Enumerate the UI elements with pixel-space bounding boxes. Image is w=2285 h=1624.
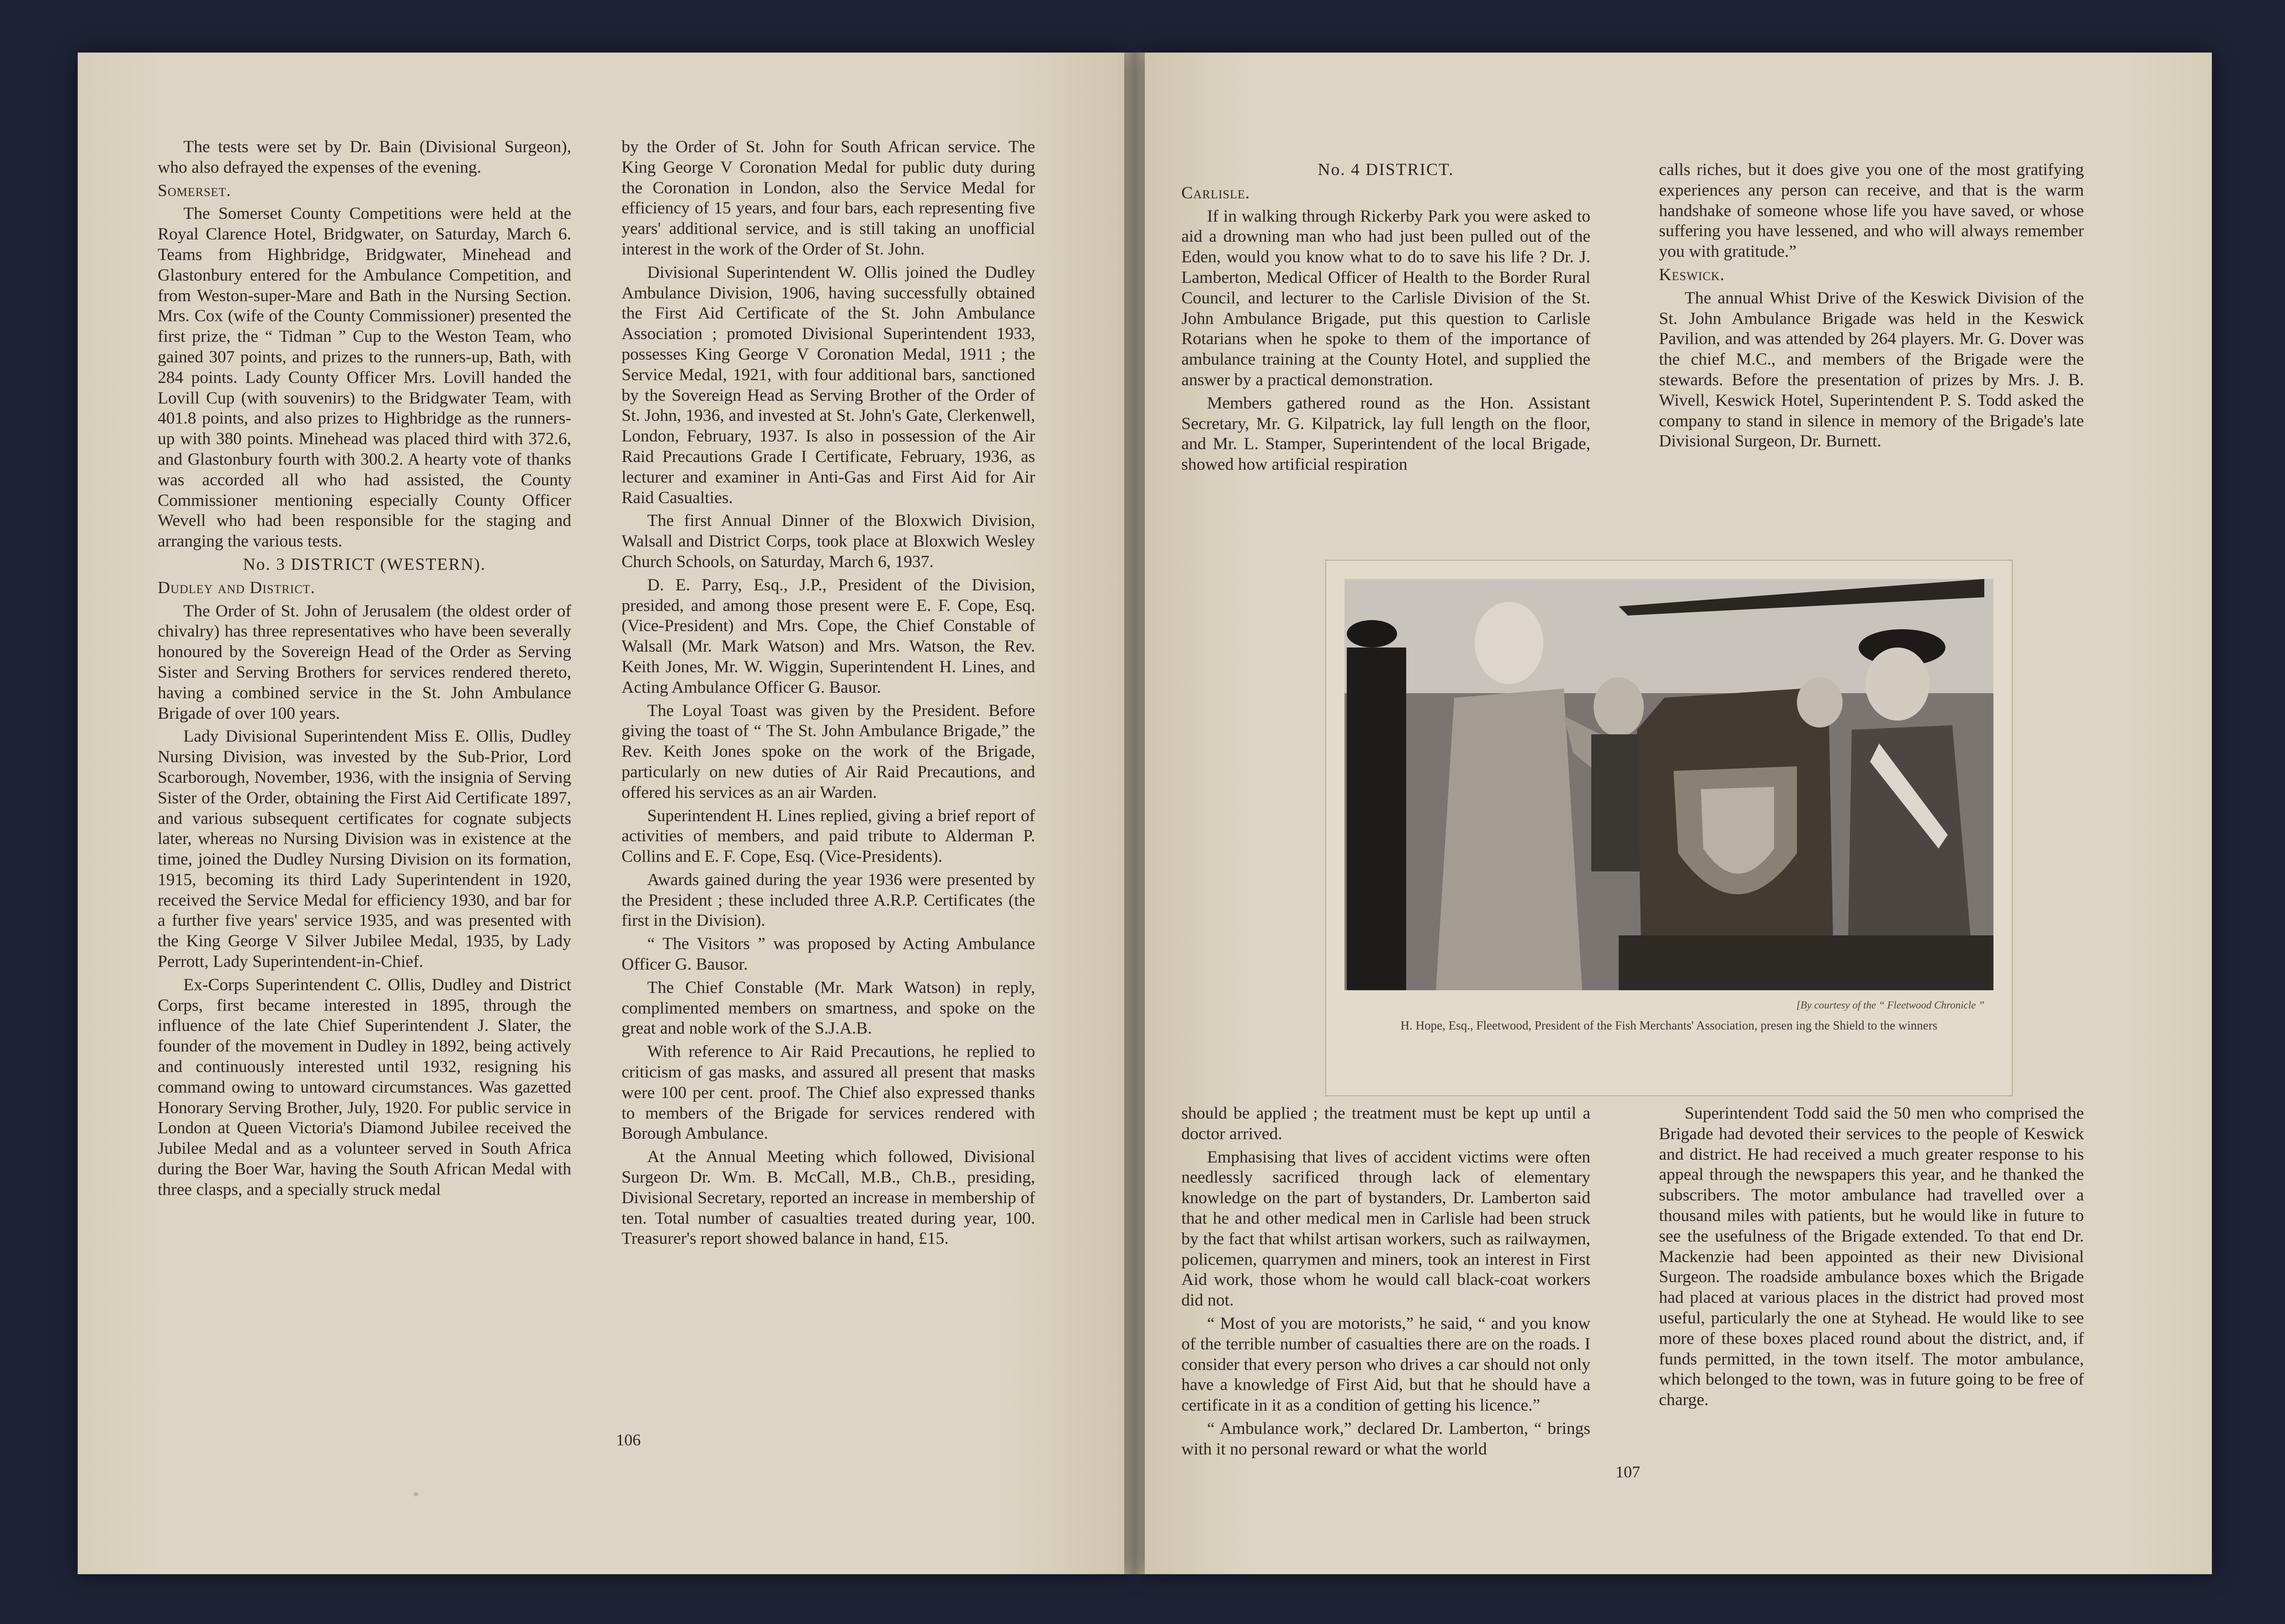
section-label-carlisle: Carlisle. [1181,183,1250,202]
photo-credit: [By courtesy of the “ Fleetwood Chronicle ” [1796,999,1984,1011]
left-column-2 [622,137,1035,1471]
intro-paragraph: The tests were set by Dr. Bain (Divisional Surgeon), who also defrayed the expenses of the evening. [158,138,571,177]
page-number-right: 107 [1615,1463,1640,1481]
right-column-2-top [1659,160,2084,548]
treatment-paragraph: should be applied ; the treatment must be kept up until a doctor arrived. [1181,1104,1590,1143]
dudley-paragraph-3: Ex-Corps Superintendent C. Ollis, Dudley and District Corps, first became interested in 1895, through the influence of the late Chief Superintendent J. Slater, the founder of the movement in Dudley in 1892, being actively and continuously interested until 1932, resigning his command owing to untoward circumstances. Was gazetted Honorary Serving Brother, July, 1920. For public service in London at Queen Victoria's Diamond Jubilee received the Jubilee Medal and as a volunteer served in South Africa during the Boer War, having the South African Medal with three clasps, and a specially struck medal [158,975,571,1199]
awards-paragraph: Awards gained during the year 1936 were presented by the President ; these included three A.R.P. Certificates (the first in the Division). [622,870,1035,930]
left-page [78,53,1124,1574]
book-gutter [1124,53,1145,1574]
annual-meeting-paragraph: At the Annual Meeting which followed, Divisional Surgeon Dr. Wm. B. McCall, M.B., Ch.B., presiding, Divisional Secretary, reported an increase in membership of ten. Total number of casualties treated during year, 100. Treasurer's report showed balance in hand, £15. [622,1147,1035,1248]
emphasising-paragraph: Emphasising that lives of accident victims were often needlessly sacrificed through lack of elementary knowledge on the part of bystanders, Dr. Lamberton said that he and other medical men in Carlisle had been struck by the fact that whilst artisan workers, such as railwaymen, policemen, quarrymen and miners, took an interest in First Aid work, those whom he would call black-coat workers did not. [1181,1147,1590,1310]
district-4-heading: No. 4 DISTRICT. [1318,160,1454,179]
riches-paragraph: calls riches, but it does give you one of the most gratifying experiences any person can receive, and that is the warm handshake of someone whose life you have saved, or whose suffering you have lessened, and who will always remember you with gratitude.” [1659,160,2084,261]
right-column-2-bottom [1659,1104,2084,1469]
carlisle-paragraph-2: Members gathered round as the Hon. Assistant Secretary, Mr. G. Kilpatrick, lay full length on the floor, and Mr. L. Stamper, Superintendent of the local Brigade, showed how artificial respiration [1181,393,1590,474]
left-column-1 [158,137,571,1471]
paper-mark [414,1492,418,1497]
section-label-dudley: Dudley and District. [158,578,315,597]
right-column-1-bottom [1181,1104,1590,1469]
dudley-paragraph-1: The Order of St. John of Jerusalem (the oldest order of chivalry) has three representatives who have been severally honoured by the Sovereign Head of the Order as Serving Sister and Serving Brothers for services rendered thereto, having a combined service in the St. John Ambulance Brigade of over 100 years. [158,601,571,723]
right-column-1-top [1181,160,1590,548]
visitors-paragraph: “ The Visitors ” was proposed by Acting Ambulance Officer G. Bausor. [622,934,1035,974]
page-number-left: 106 [616,1431,641,1449]
right-page [1145,53,2212,1574]
district-3-heading: No. 3 DISTRICT (WESTERN). [243,555,486,574]
keswick-paragraph-1: The annual Whist Drive of the Keswick Division of the St. John Ambulance Brigade was held in the Keswick Pavilion, and was attended by 264 players. Mr. G. Dover was the chief M.C., and members of the Brigade were the stewards. Before the presentation of prizes by Mrs. J. B. Wivell, Keswick Hotel, Superintendent P. S. Todd asked the company to stand in silence in memory of the Brigade's late Divisional Surgeon, Dr. Burnett. [1659,288,2084,451]
somerset-paragraph: The Somerset County Competitions were held at the Royal Clarence Hotel, Bridgwater, on Saturday, March 6. Teams from Highbridge, Bridgwater, Minehead and Glastonbury entered for the Ambulance Competition, and from Weston-super-Mare and Bath in the Nursing Section. Mrs. Cox (wife of the County Commissioner) presented the first prize, the “ Tidman ” Cup to the Weston Team, who gained 307 points, and prizes to the runners-up, Bath, with 284 points. Lady County Officer Mrs. Lovill handed the Lovill Cup (with souvenirs) to the Bridgwater Team, with 401.8 points, and also prizes to Highbridge as the runners-up with 380 points. Minehead was placed third with 372.6, and Glastonbury fourth with 300.2. A hearty vote of thanks was accorded all who had assisted, the County Commissioner mentioning especially County Officer Wevell who had been responsible for the staging and arranging the various tests. [158,204,571,551]
photo-illustration [1344,579,1993,990]
todd-paragraph: Superintendent Todd said the 50 men who comprised the Brigade had devoted their services to the people of Keswick and district. He had received a much greater response to his appeal through the newspapers this year, and he thanked the subscribers. The motor ambulance had travelled over a thousand miles with patients, but he would like in future to see the usefulness of the Brigade extended. To that end Dr. Mackenzie had been appointed as their new Divisional Surgeon. The roadside ambulance boxes which the Brigade had placed at various places in the district had proved most useful, particularly the one at Styhead. He would like to see more of these boxes placed round about the district, and, if funds permitted, in the town itself. The motor ambulance, which belonged to the town, was in future going to be free of charge. [1659,1104,2084,1410]
bloxwich-paragraph: The first Annual Dinner of the Bloxwich Division, Walsall and District Corps, took place at Bloxwich Wesley Church Schools, on Saturday, March 6, 1937. [622,511,1035,571]
photo-caption: H. Hope, Esq., Fleetwood, President of the Fish Merchants' Association, presen ing the Shield to the winners [1400,1019,1938,1032]
photo-figure [1325,560,2013,1096]
shield-presentation-photo [1344,579,1993,990]
ambulance-work-paragraph: “ Ambulance work,” declared Dr. Lamberton, “ brings with it no personal reward or what the world [1181,1419,1590,1459]
lines-paragraph: Superintendent H. Lines replied, giving a brief report of activities of members, and paid tribute to Alderman P. Collins and E. F. Cope, Esq. (Vice-Presidents). [622,806,1035,866]
service-paragraph: by the Order of St. John for South African service. The King George V Coronation Medal for public duty during the Coronation in London, also the Service Medal for efficiency of 15 years, and four bars, each representing five years' additional service, and is still taking an unofficial interest in the work of the Order of St. John. [622,138,1035,259]
loyal-toast-paragraph: The Loyal Toast was given by the President. Before giving the toast of “ The St. John Ambulance Brigade,” the Rev. Keith Jones spoke on the work of the Brigade, particularly on new duties of Air Raid Precautions, and offered his services as an air Warden. [622,701,1035,802]
section-label-keswick: Keswick. [1659,265,1725,284]
motorists-paragraph: “ Most of you are motorists,” he said, “ and you know of the terrible number of casualties there are on the roads. I consider that every person who drives a car should not only have a knowledge of First Aid, but that he should have a certificate in it as a condition of getting his licence.” [1181,1314,1590,1415]
parry-paragraph: D. E. Parry, Esq., J.P., President of the Division, presided, and among those present were E. F. Cope, Esq. (Vice-President) and Mrs. Cope, the Chief Constable of Walsall (Mr. Mark Watson) and Mrs. Watson, the Rev. Keith Jones, Mr. W. Wiggin, Superintendent H. Lines, and Acting Ambulance Officer G. Bausor. [622,575,1035,697]
carlisle-paragraph-1: If in walking through Rickerby Park you were asked to aid a drowning man who had just been pulled out of the Eden, would you know what to do to save his life ? Dr. J. Lamberton, Medical Officer of Health to the Border Rural Council, and lecturer to the Carlisle Division of the St. John Ambulance Brigade, put this question to Carlisle Rotarians when he spoke to them of the importance of ambulance training at the County Hotel, and supplied the answer by a practical demonstration. [1181,207,1590,389]
air-raid-paragraph: With reference to Air Raid Precautions, he replied to criticism of gas masks, and assured all present that masks were 100 per cent. proof. The Chief also expressed thanks to members of the Brigade for services rendered with Borough Ambulance. [622,1042,1035,1143]
section-label-somerset: Somerset. [158,181,231,200]
chief-constable-paragraph: The Chief Constable (Mr. Mark Watson) in reply, complimented members on smartness, and spoke on the great and noble work of the S.J.A.B. [622,978,1035,1038]
dudley-paragraph-2: Lady Divisional Superintendent Miss E. Ollis, Dudley Nursing Division, was invested by the Sub-Prior, Lord Scarborough, November, 1936, with the insignia of Serving Sister of the Order, obtaining the First Aid Certificate 1897, and various subsequent certificates for cognate subjects later, whereas no Nursing Division was in existence at the time, joined the Dudley Nursing Division on its formation, 1915, becoming its third Lady Superintendent in 1920, received the Service Medal for efficiency 1930, and bar for a further five years' service 1935, and was presented with the King George V Silver Jubilee Medal, 1935, by Lady Perrott, Lady Superintendent-in-Chief. [158,727,571,971]
ollis-paragraph: Divisional Superintendent W. Ollis joined the Dudley Ambulance Division, 1906, having successfully obtained the First Aid Certificate of the St. John Ambulance Association ; promoted Divisional Superintendent 1933, possesses King George V Coronation Medal, 1911 ; the Service Medal, 1921, with four additional bars, sanctioned by the Sovereign Head as Serving Brother of the Order of St. John, 1936, and invested at St. John's Gate, Clerkenwell, London, February, 1937. Is also in possession of the Air Raid Precautions Grade I Certificate, February, 1936, as lecturer and examiner in Anti-Gas and First Aid for Air Raid Casualties. [622,263,1035,507]
